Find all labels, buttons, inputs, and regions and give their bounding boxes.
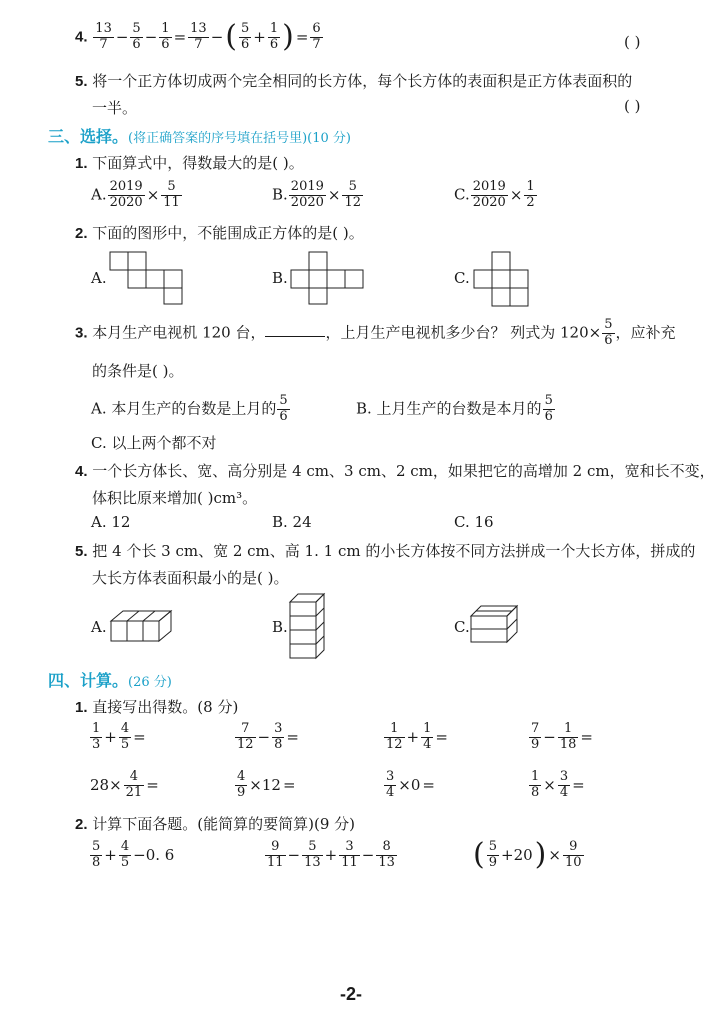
option-b[interactable]: B. $\frac{2019}{2020}$ × $\frac{5}{12}$ [272, 179, 362, 210]
fraction: $\frac{5}{6}$ [240, 21, 250, 52]
answer-bracket[interactable]: ( ) [624, 97, 641, 115]
fraction: $\frac{1}{6}$ [269, 21, 279, 52]
calc-expression-2[interactable]: $\frac{9}{11}$ − $\frac{5}{13}$ + $\frac{3}{11}$ − $\frac{8}{13}$ [267, 839, 395, 870]
fraction: $\frac{13}{7}$ [190, 21, 207, 52]
fraction: $\frac{13}{7}$ [95, 21, 112, 52]
oral-calc-item[interactable]: $\frac{1}{12}$ + $\frac{1}{4}$ = [386, 721, 448, 752]
question-number: 5. [75, 73, 88, 90]
calc-expression-1[interactable]: $\frac{5}{8}$ + $\frac{4}{5}$ −0. 6 [92, 839, 175, 870]
oral-calc-item[interactable]: $\frac{4}{9}$ ×12 = [237, 769, 296, 800]
option-c-label[interactable]: C. [454, 618, 470, 636]
choice-q2-stem: 2. 下面的图形中，不能围成正方体的是( )。 [75, 224, 364, 242]
option-a[interactable]: A. 本月生产的台数是上月的 $\frac{5}{6}$ [91, 393, 288, 424]
choice-q5-stem: 5. 把 4 个长 3 cm、宽 2 cm、高 1. 1 cm 的小长方体按不同方法拼成一个大长方体，拼成的 [75, 542, 696, 560]
calc-expression-3[interactable]: ( $\frac{5}{9}$ +20) × $\frac{9}{10}$ [473, 837, 582, 873]
cuboid-stack-b-figure [289, 593, 329, 661]
question-text-line2: 大长方体表面积最小的是( )。 [92, 569, 289, 587]
option-b-label[interactable]: B. [272, 618, 288, 636]
answer-bracket[interactable]: ( ) [624, 33, 641, 51]
question-text-line2: 体积比原来增加( )cm³。 [92, 489, 258, 507]
option-c[interactable]: C. 以上两个都不对 [91, 434, 217, 452]
choice-q1-stem: 1. 下面算式中，得数最大的是( )。 [75, 154, 304, 172]
option-b[interactable]: B. 24 [272, 513, 312, 531]
oral-calc-item[interactable]: $\frac{7}{12}$ − $\frac{3}{8}$ = [237, 721, 299, 752]
fraction: $\frac{6}{7}$ [312, 21, 321, 52]
option-a-label[interactable]: A. [91, 618, 107, 636]
question-text-line2: 的条件是( )。 [92, 362, 184, 380]
cube-net-c-figure [472, 250, 552, 310]
option-b-label[interactable]: B. [272, 269, 288, 287]
question-text: 将一个正方体切成两个完全相同的长方体，每个长方体的表面积是正方体表面积的 [92, 72, 633, 90]
page-number: -2- [340, 984, 362, 1004]
option-a[interactable]: A. 12 [91, 513, 131, 531]
option-c-label[interactable]: C. [454, 269, 470, 287]
oral-calc-item[interactable]: $\frac{3}{4}$ ×0 = [386, 769, 435, 800]
cuboid-row-a-figure [110, 608, 174, 644]
fraction: $\frac{5}{6}$ [132, 21, 141, 52]
option-a[interactable]: A. $\frac{2019}{2020}$ × $\frac{5}{11}$ [91, 179, 180, 210]
oral-calc-item[interactable]: $\frac{1}{8}$ × $\frac{3}{4}$ = [531, 769, 585, 800]
fraction: $\frac{1}{6}$ [161, 21, 170, 52]
option-b[interactable]: B. 上月生产的台数是本月的 $\frac{5}{6}$ [356, 393, 553, 424]
judge-q4: 4. $\frac{13}{7}$ − $\frac{5}{6}$ − $\frac{1}{6}$ = $\frac{13}{7}$ −( $\frac{5}{6}$ + $\frac{1}{6}$ ) = $\frac{6}{7}$ [75, 19, 321, 55]
oral-calc-item[interactable]: $\frac{7}{9}$ − $\frac{1}{18}$ = [531, 721, 593, 752]
section-title-calc: 四、计算。(26 分) [48, 671, 172, 690]
cube-net-a-figure [108, 250, 188, 306]
option-c[interactable]: C. 16 [454, 513, 494, 531]
cube-net-b-figure [289, 250, 369, 306]
choice-q3-stem: 3. 本月生产电视机 120 台， ，上月生产电视机多少台？ 列式为 120× $\frac{5}{6}$ ，应补充 [75, 317, 676, 348]
choice-q4-stem: 4. 一个长方体长、宽、高分别是 4 cm、3 cm、2 cm，如果把它的高增加 2 cm，宽和长不变， [75, 462, 715, 480]
question-number: 4. [75, 28, 88, 46]
calc-q1-stem: 1. 直接写出得数。(8 分) [75, 698, 239, 716]
option-c[interactable]: C. $\frac{2019}{2020}$ × $\frac{1}{2}$ [454, 179, 535, 210]
oral-calc-item[interactable]: 28× $\frac{4}{21}$ = [90, 769, 159, 800]
option-a-label[interactable]: A. [91, 269, 107, 287]
question-text-line2: 一半。 [92, 99, 138, 117]
section-title-choice: 三、选择。(将正确答案的序号填在括号里)(10 分) [48, 127, 351, 146]
calc-q2-stem: 2. 计算下面各题。(能简算的要简算)(9 分) [75, 815, 356, 833]
fill-blank[interactable] [265, 336, 325, 337]
cuboid-block-c-figure [470, 605, 520, 645]
oral-calc-item[interactable]: $\frac{1}{3}$ + $\frac{4}{5}$ = [92, 721, 146, 752]
judge-q5 [75, 70, 632, 91]
